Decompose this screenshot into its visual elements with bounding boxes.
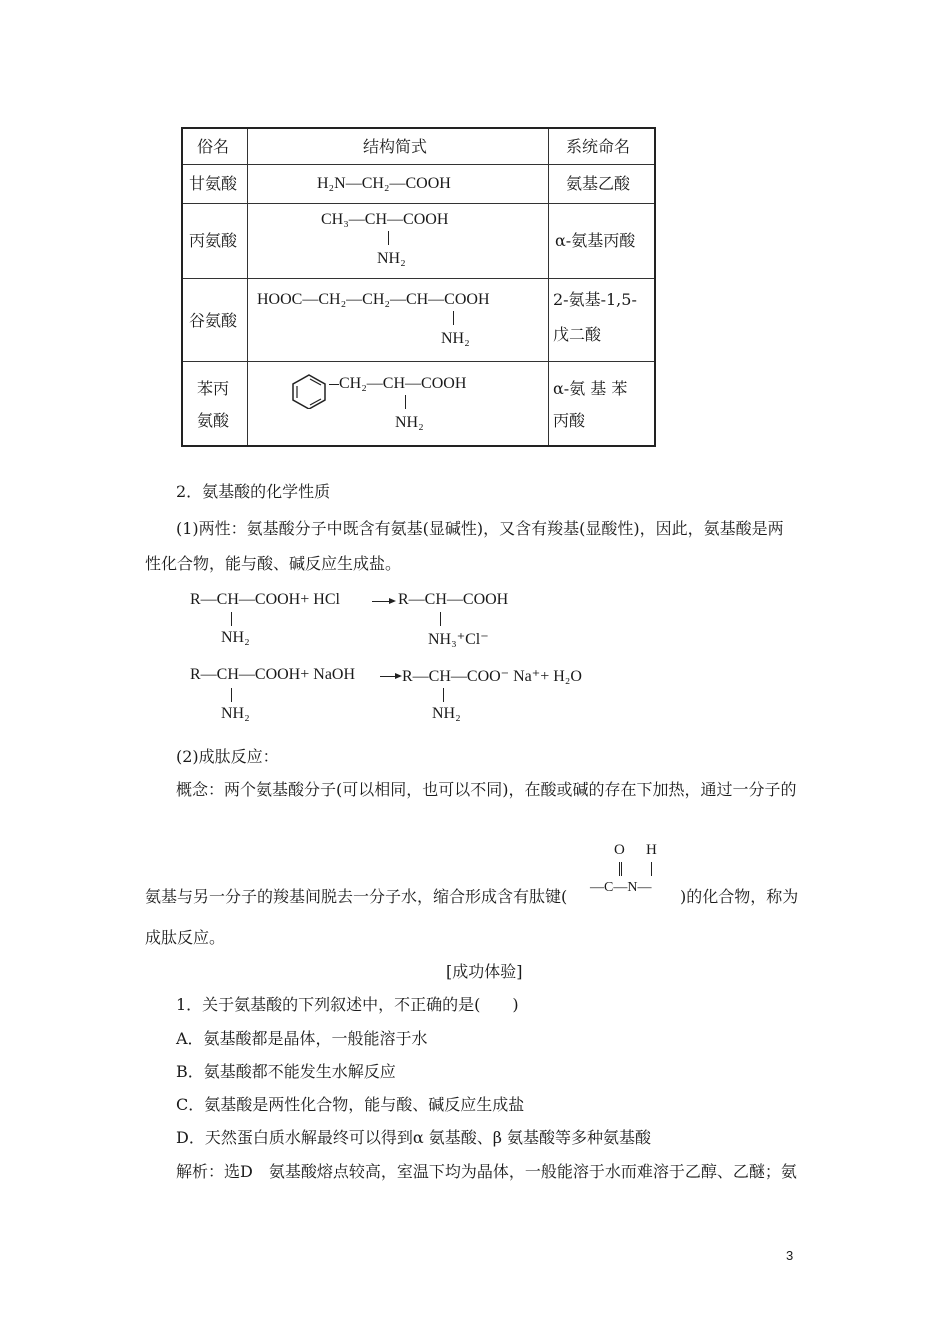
table-row-formula-bottom: NH₂ (395, 414, 424, 431)
double-bond-line (619, 862, 622, 876)
table-divider (183, 164, 654, 165)
table-divider (183, 361, 654, 362)
bond-line (453, 311, 454, 325)
equation-substituent: NH₂ (432, 705, 461, 722)
paragraph-line: 氨基与另一分子的羧基间脱去一分子水，缩合形成含有肽键( (145, 887, 568, 906)
table-divider (183, 203, 654, 204)
benzene-ring-icon (289, 373, 329, 409)
table-header-formula: 结构简式 (363, 137, 428, 156)
equation-left: R—CH—COOH+ HCl (190, 591, 340, 608)
table-row-formula-bottom: NH₂ (377, 250, 406, 267)
table-divider (183, 278, 654, 279)
table-row-system-line2: 丙酸 (553, 411, 586, 430)
page-number: 3 (786, 1248, 794, 1263)
table-row-common-line1: 苯丙 (197, 379, 230, 398)
equation-substituent: NH₂ (221, 705, 250, 722)
bond-line (651, 862, 652, 876)
table-row-system: α-氨基丙酸 (555, 231, 636, 250)
section-title: 2．氨基酸的化学性质 (176, 482, 331, 501)
table-header-system: 系统命名 (566, 137, 631, 156)
table-row-formula: H₂N—CH₂—COOH (317, 175, 451, 192)
table-row-system-line1: 2-氨基-1,5- (553, 290, 637, 309)
table-row-common: 谷氨酸 (189, 311, 238, 330)
option-b: B．氨基酸都不能发生水解反应 (176, 1062, 396, 1081)
paragraph-line: 概念：两个氨基酸分子(可以相同，也可以不同)，在酸或碱的存在下加热，通过一分子的 (176, 780, 797, 799)
paragraph-line: )的化合物，称为 (680, 887, 799, 906)
analysis: 解析：选D 氨基酸熔点较高，室温下均为晶体，一般能溶于水而难溶于乙醇、乙醚；氨 (176, 1162, 797, 1181)
table-divider (247, 129, 248, 445)
equation-left: R—CH—COOH+ NaOH (190, 666, 356, 683)
table-row-common: 丙氨酸 (189, 231, 238, 250)
bond-line (443, 688, 444, 702)
table-row-formula-top: CH₂—CH—COOH (339, 375, 467, 392)
amino-acid-table (181, 127, 656, 447)
bond-line (231, 688, 232, 702)
arrow-icon (380, 676, 400, 677)
paragraph-line: (1)两性：氨基酸分子中既含有氨基(显碱性)，又含有羧基(显酸性)，因此，氨基酸是两 (176, 519, 784, 538)
subsection-title: (2)成肽反应： (176, 747, 279, 766)
question: 1．关于氨基酸的下列叙述中，不正确的是( ) (176, 995, 519, 1014)
bond-line (405, 395, 406, 409)
bond-line (440, 612, 441, 626)
bond-line (231, 612, 232, 626)
option-a: A．氨基酸都是晶体，一般能溶于水 (176, 1029, 428, 1048)
equation-substituent: NH₃⁺Cl⁻ (428, 631, 489, 648)
equation-right: R—CH—COOH (398, 591, 509, 608)
equation-right: R—CH—COO⁻ Na⁺+ H₂O (402, 668, 582, 685)
exercise-heading: [成功体验] (446, 962, 523, 981)
table-row-formula-bottom: NH₂ (441, 330, 470, 347)
option-c: C．氨基酸是两性化合物，能与酸、碱反应生成盐 (176, 1095, 525, 1114)
table-row-system-line2: 戊二酸 (553, 325, 602, 344)
peptide-hydrogen: H (646, 842, 657, 858)
table-row-common-line2: 氨酸 (197, 411, 230, 430)
bond-line (388, 231, 389, 245)
arrow-icon (372, 601, 394, 602)
table-row-formula-top: CH₃—CH—COOH (321, 211, 449, 228)
table-header-common: 俗名 (197, 137, 230, 156)
table-row-common: 甘氨酸 (189, 174, 238, 193)
paragraph-line: 成肽反应。 (145, 928, 226, 947)
table-row-system-line1: α-氨 基 苯 (553, 379, 628, 398)
table-divider (548, 129, 549, 445)
peptide-bond-structure: —C—N— (590, 880, 652, 895)
paragraph-line: 性化合物，能与酸、碱反应生成盐。 (145, 554, 402, 573)
table-row-system: 氨基乙酸 (566, 174, 631, 193)
bond-line (329, 384, 339, 385)
peptide-oxygen: O (614, 842, 625, 858)
table-row-formula-top: HOOC—CH₂—CH₂—CH—COOH (257, 291, 490, 308)
equation-substituent: NH₂ (221, 629, 250, 646)
option-d: D．天然蛋白质水解最终可以得到α 氨基酸、β 氨基酸等多种氨基酸 (176, 1128, 652, 1147)
